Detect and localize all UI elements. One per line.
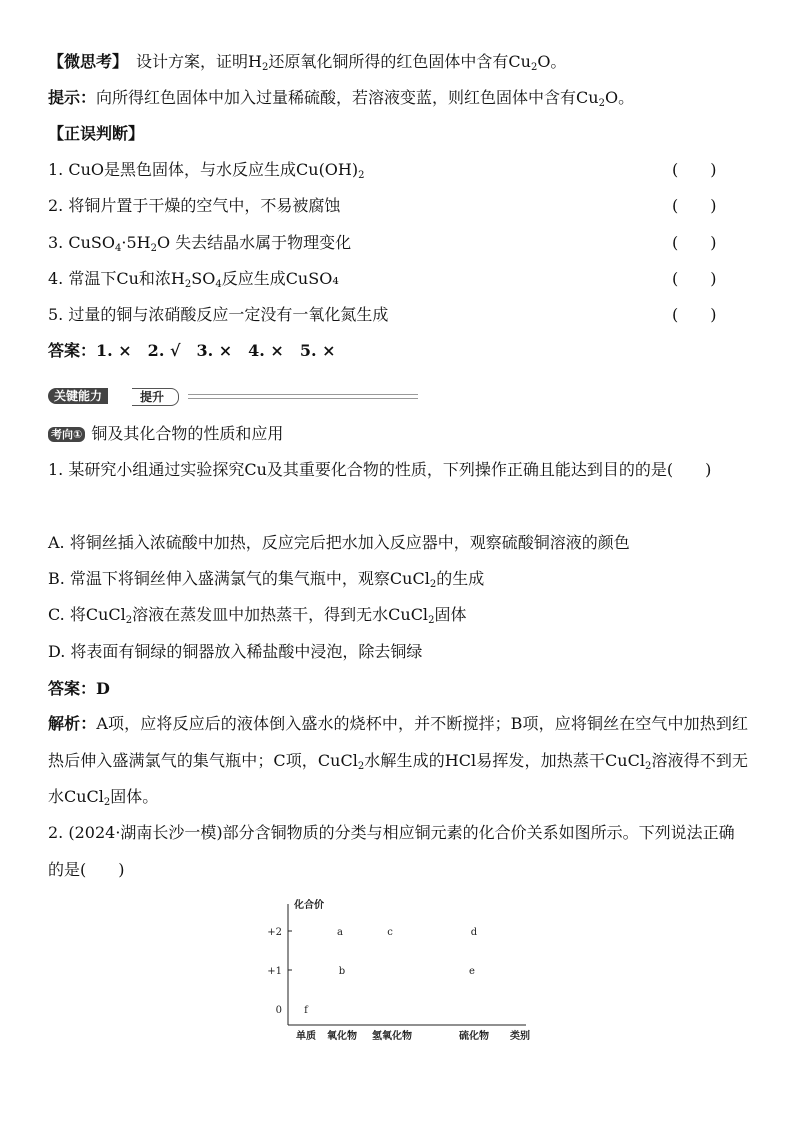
data-point-e: e: [469, 966, 475, 977]
y-tick-label: +2: [267, 927, 282, 938]
x-tick-label: 氧化物: [327, 1031, 357, 1042]
judge-item: 4. 常温下Cu和浓$H_2SO_4$反应生成CuSO₄: [48, 269, 339, 290]
data-point-d: d: [470, 927, 478, 938]
q1-option-b: B. 常温下将铜丝伸入盛满氯气的集气瓶中，观察CuCl$_2$的生成: [48, 569, 485, 590]
q1-option-a: A. 将铜丝插入浓硫酸中加热，反应完后把水加入反应器中，观察硫酸铜溶液的颜色: [48, 533, 630, 552]
answer-blank: ( ): [672, 233, 717, 252]
hint-label: 提示：: [48, 88, 97, 107]
data-point-f: f: [304, 1005, 308, 1016]
tag-rule: [188, 394, 418, 399]
y-tick-label: 0: [275, 1005, 282, 1016]
x-tick-label: 氢氧化物: [372, 1031, 412, 1042]
judge-title: 【正误判断】: [48, 124, 145, 143]
answer-blank: ( ): [672, 269, 717, 288]
q1-stem: 1. 某研究小组通过实验探究Cu及其重要化合物的性质，下列操作正确且能达到目的的是( ): [48, 460, 712, 479]
think-label: 【微思考】: [48, 52, 121, 71]
q2-stem: 2. (2024·湖南长沙一模)部分含铜物质的分类与相应铜元素的化合价关系如图所示。下列说法正确的是( ): [48, 823, 735, 879]
x-axis-label: 类别: [510, 1031, 530, 1042]
section-tag-part2: 提升: [132, 388, 179, 406]
y-axis-label: 化合价: [294, 900, 324, 911]
q1-answer: 答案：D: [48, 679, 110, 698]
answer-blank: ( ): [672, 305, 717, 324]
valence-chart: [262, 890, 542, 1050]
judge-item: 5. 过量的铜与浓硝酸反应一定没有一氧化氮生成: [48, 305, 389, 324]
judge-answer: 答案：1. × 2. √ 3. × 4. × 5. ×: [48, 341, 336, 360]
answer-blank: ( ): [672, 160, 717, 179]
hint-line: 提示：向所得红色固体中加入过量稀硫酸，若溶液变蓝，则红色固体中含有$Cu_2O$。: [48, 88, 635, 109]
kaoxiang-title: 铜及其化合物的性质和应用: [91, 424, 284, 443]
section-tag: [48, 388, 373, 404]
answer-blank: ( ): [672, 196, 717, 215]
section-tag-part1: 关键能力: [48, 388, 108, 404]
data-point-c: c: [387, 927, 393, 938]
q1-option-d: D. 将表面有铜绿的铜器放入稀盐酸中浸泡，除去铜绿: [48, 642, 423, 661]
q1-option-c: C. 将CuCl$_2$溶液在蒸发皿中加热蒸干，得到无水CuCl$_2$固体: [48, 605, 467, 626]
kaoxiang-badge: 考向①: [48, 427, 85, 442]
data-point-b: b: [338, 966, 346, 977]
q1-analysis: 解析：A项，应将反应后的液体倒入盛水的烧杯中，并不断搅拌；B项，应将铜丝在空气中加热到红热后伸入盛满氯气的集气瓶中；C项，CuCl$_2$水解生成的HCl易挥发，加热蒸干CuCl$_2$溶液得不到无水CuCl$_2$固体。: [48, 714, 748, 808]
think-line: 【微思考】 设计方案，证明$H_2$还原氧化铜所得的红色固体中含有$Cu_2O$。: [48, 52, 567, 73]
judge-item: 2. 将铜片置于干燥的空气中，不易被腐蚀: [48, 196, 341, 215]
y-tick-label: +1: [267, 966, 282, 977]
x-tick-label: 单质: [296, 1031, 316, 1042]
judge-item: 3. $CuSO_4\cdot 5H_2O$ 失去结晶水属于物理变化: [48, 233, 352, 254]
data-point-a: a: [337, 927, 343, 938]
kaoxiang-line: [48, 424, 283, 444]
judge-item: 1. CuO是黑色固体，与水反应生成$Cu(OH)_2$: [48, 160, 365, 181]
x-tick-label: 硫化物: [459, 1031, 489, 1042]
